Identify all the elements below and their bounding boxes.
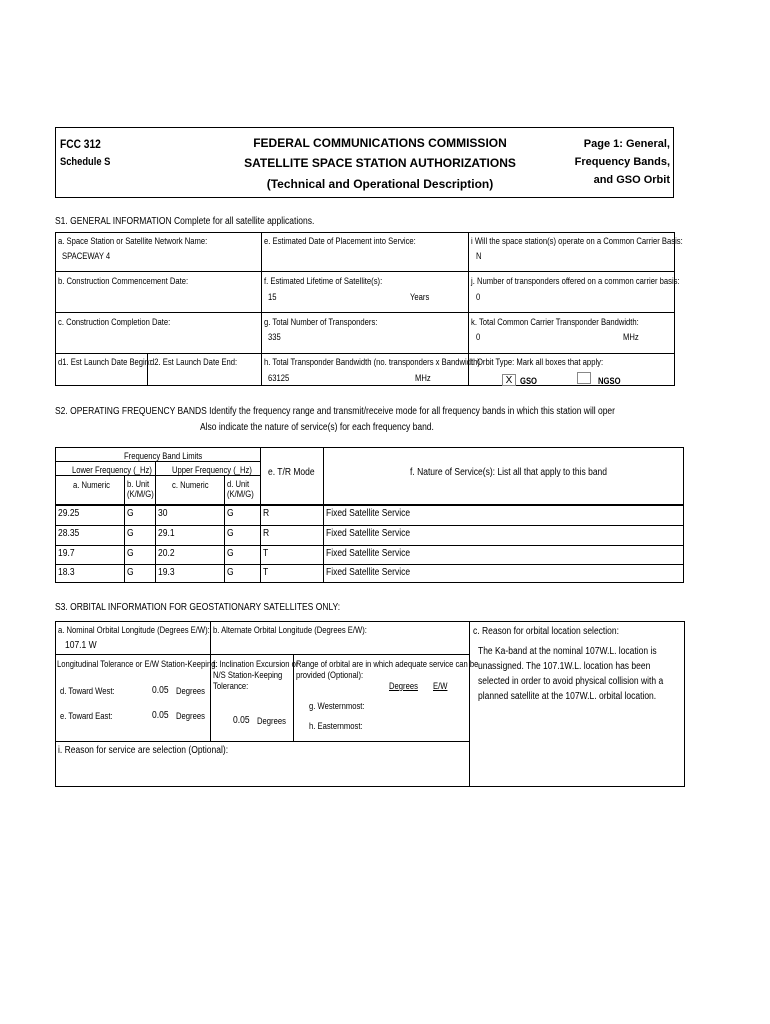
nominal-longitude[interactable]: 107.1 W bbox=[65, 640, 97, 651]
s1-heading: S1. GENERAL INFORMATION Complete for all satellite applications. bbox=[55, 216, 315, 227]
cc-transponders-value[interactable]: 0 bbox=[476, 292, 481, 302]
row-mode[interactable]: T bbox=[263, 548, 269, 559]
row-upper-unit[interactable]: G bbox=[227, 567, 234, 578]
table-row[interactable]: 28.35 bbox=[58, 528, 80, 539]
gso-checkbox[interactable]: X bbox=[502, 374, 516, 386]
s3-heading: S3. ORBITAL INFORMATION FOR GEOSTATIONARY SATELLITES ONLY: bbox=[55, 602, 341, 613]
s1-d2-label: d2. Est Launch Date End: bbox=[150, 357, 238, 367]
toward-west-unit: Degrees bbox=[176, 686, 205, 696]
ngso-label: NGSO bbox=[598, 376, 621, 386]
westernmost-label: g. Westernmost: bbox=[309, 701, 365, 711]
title-line-3: (Technical and Operational Description) bbox=[266, 177, 494, 191]
range-degrees-header: Degrees bbox=[389, 681, 418, 691]
toward-east-unit: Degrees bbox=[176, 711, 205, 721]
gso-label: GSO bbox=[520, 376, 538, 386]
row-service[interactable]: Fixed Satellite Service bbox=[326, 508, 411, 519]
s1-h-label: h. Total Transponder Bandwidth (no. transponders x Bandwidth) bbox=[264, 357, 480, 367]
row-mode[interactable]: R bbox=[263, 508, 270, 519]
s3-b-label: b. Alternate Orbital Longitude (Degrees E/W): bbox=[213, 625, 367, 635]
table-row[interactable]: 18.3 bbox=[58, 567, 75, 578]
row-upper-unit[interactable]: G bbox=[227, 548, 234, 559]
s1-d1-label: d1. Est Launch Date Begin: bbox=[58, 357, 152, 367]
cc-bandwidth-unit: MHz bbox=[623, 332, 639, 342]
s1-b-label: b. Construction Commencement Date: bbox=[58, 276, 189, 286]
row-upper[interactable]: 20.2 bbox=[158, 548, 175, 559]
ngso-checkbox[interactable] bbox=[577, 372, 591, 384]
bandwidth-value[interactable]: 63125 bbox=[268, 373, 290, 383]
easternmost-label: h. Easternmost: bbox=[309, 721, 363, 731]
s1-a-label: a. Space Station or Satellite Network Name: bbox=[58, 236, 208, 246]
row-upper[interactable]: 19.3 bbox=[158, 567, 175, 578]
lifetime-unit: Years bbox=[410, 292, 430, 302]
s1-e-label: e. Estimated Date of Placement into Service: bbox=[264, 236, 416, 246]
title-line-2: SATELLITE SPACE STATION AUTHORIZATIONS bbox=[244, 156, 516, 170]
tr-mode-header: e. T/R Mode bbox=[268, 467, 315, 478]
reason-text[interactable]: The Ka-band at the nominal 107W.L. location is unassigned. The 107.1W.L. location has been selected in order to avoid physical collision with a planned satellite at the 107W.L. orbital location. bbox=[478, 646, 664, 702]
page-desc: Page 1: General, Frequency Bands, and GSO Orbit bbox=[574, 138, 670, 186]
range-label: Range of orbital are in which adequate service can be provided (Optional): bbox=[296, 659, 479, 680]
d-unit-header: d. Unit (K/M/G) bbox=[227, 479, 254, 499]
s3-a-label: a. Nominal Orbital Longitude (Degrees E/W): bbox=[58, 625, 210, 635]
s3-i-label: i. Reason for service are selection (Optional): bbox=[58, 745, 229, 756]
row-service[interactable]: Fixed Satellite Service bbox=[326, 567, 411, 578]
lower-freq-header: Lower Frequency (_Hz) bbox=[72, 465, 152, 475]
s1-f-label: f. Estimated Lifetime of Satellite(s): bbox=[264, 276, 383, 286]
row-unit[interactable]: G bbox=[127, 567, 134, 578]
toward-east-label: e. Toward East: bbox=[60, 711, 113, 721]
row-unit[interactable]: G bbox=[127, 528, 134, 539]
row-mode[interactable]: T bbox=[263, 567, 269, 578]
inclination-value[interactable]: 0.05 bbox=[233, 715, 250, 726]
cc-bandwidth-value[interactable]: 0 bbox=[476, 332, 481, 342]
s1-g-label: g. Total Number of Transponders: bbox=[264, 317, 378, 327]
s1-j-label: j. Number of transponders offered on a common carrier basis: bbox=[471, 276, 680, 286]
lifetime-value[interactable]: 15 bbox=[268, 292, 277, 302]
c-numeric-header: c. Numeric bbox=[172, 480, 209, 490]
toward-east-value[interactable]: 0.05 bbox=[152, 710, 169, 721]
space-station-name[interactable]: SPACEWAY 4 bbox=[62, 251, 111, 261]
title-line-1: FEDERAL COMMUNICATIONS COMMISSION bbox=[253, 136, 507, 150]
tolerance-label: Longitudinal Tolerance or E/W Station-Keeping: bbox=[57, 659, 218, 669]
toward-west-value[interactable]: 0.05 bbox=[152, 685, 169, 696]
row-mode[interactable]: R bbox=[263, 528, 270, 539]
s3-c-label: c. Reason for orbital location selection: bbox=[473, 626, 620, 637]
band-limits-header: Frequency Band Limits bbox=[124, 451, 203, 461]
s1-l-label: l. Orbit Type: Mark all boxes that apply: bbox=[471, 357, 604, 367]
row-upper[interactable]: 30 bbox=[158, 508, 168, 519]
row-upper-unit[interactable]: G bbox=[227, 528, 234, 539]
row-service[interactable]: Fixed Satellite Service bbox=[326, 528, 411, 539]
s1-k-label: k. Total Common Carrier Transponder Bandwidth: bbox=[471, 317, 639, 327]
row-unit[interactable]: G bbox=[127, 548, 134, 559]
inclination-label: f. Inclination Excursion or N/S Station-Keeping Tolerance: bbox=[213, 659, 299, 691]
row-service[interactable]: Fixed Satellite Service bbox=[326, 548, 411, 559]
bandwidth-unit: MHz bbox=[415, 373, 431, 383]
upper-freq-header: Upper Frequency (_Hz) bbox=[172, 465, 252, 475]
s2-heading-2: Also indicate the nature of service(s) for each frequency band. bbox=[200, 422, 434, 433]
row-upper-unit[interactable]: G bbox=[227, 508, 234, 519]
s1-c-label: c. Construction Completion Date: bbox=[58, 317, 171, 327]
inclination-unit: Degrees bbox=[257, 716, 286, 726]
toward-west-label: d. Toward West: bbox=[60, 686, 115, 696]
a-numeric-header: a. Numeric bbox=[73, 480, 110, 490]
row-unit[interactable]: G bbox=[127, 508, 134, 519]
form-id: FCC 312 bbox=[60, 137, 101, 151]
table-row[interactable]: 19.7 bbox=[58, 548, 75, 559]
nature-header: f. Nature of Service(s): List all that apply to this band bbox=[410, 467, 608, 478]
s2-heading-1: S2. OPERATING FREQUENCY BANDS Identify the frequency range and transmit/receive mode for all frequency bands in which this station will oper bbox=[55, 406, 615, 417]
s1-i-label: i Will the space station(s) operate on a Common Carrier Basis: bbox=[471, 236, 683, 246]
table-row[interactable]: 29.25 bbox=[58, 508, 80, 519]
common-carrier-value[interactable]: N bbox=[476, 251, 482, 261]
transponders-value[interactable]: 335 bbox=[268, 332, 281, 342]
range-ew-header: E/W bbox=[433, 681, 448, 691]
b-unit-header: b. Unit (K/M/G) bbox=[127, 479, 154, 499]
schedule-label: Schedule S bbox=[60, 156, 111, 168]
row-upper[interactable]: 29.1 bbox=[158, 528, 175, 539]
